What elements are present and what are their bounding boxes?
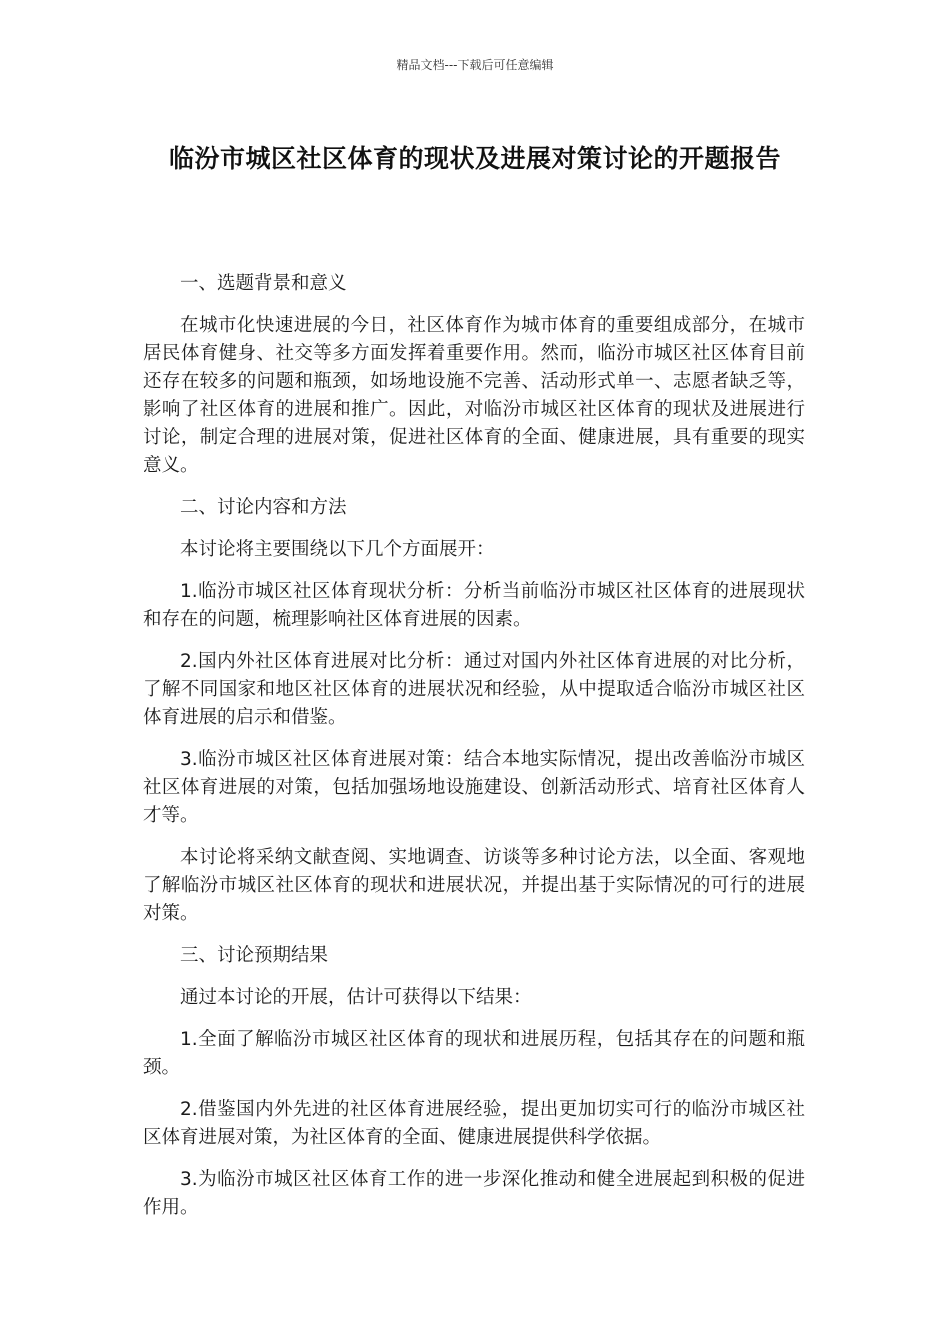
paragraph-results-intro: 通过本讨论的开展，估计可获得以下结果： (180, 987, 532, 1008)
section-heading-2: 二、讨论内容和方法 (180, 497, 347, 518)
paragraph-intro: 本讨论将主要围绕以下几个方面展开： (180, 539, 495, 560)
document-body (143, 270, 805, 1236)
section-heading-1: 一、选题背景和意义 (180, 273, 347, 294)
document-title: 临汾市城区社区体育的现状及进展对策讨论的开题报告 (168, 144, 781, 173)
result-item-3: 3.为临汾市城区社区体育工作的进一步深化推动和健全进展起到积极的促进作用。 (143, 1169, 805, 1218)
list-item-3: 3.临汾市城区社区体育进展对策：结合本地实际情况，提出改善临汾市城区社区体育进展的对策，包括加强场地设施建设、创新活动形式、培育社区体育人才等。 (143, 749, 805, 826)
result-item-2: 2.借鉴国内外先进的社区体育进展经验，提出更加切实可行的临汾市城区社区体育进展对策，为社区体育的全面、健康进展提供科学依据。 (143, 1099, 805, 1148)
result-item-1: 1.全面了解临汾市城区社区体育的现状和进展历程，包括其存在的问题和瓶颈。 (143, 1029, 805, 1078)
header-note: 精品文档---下载后可任意编辑 (396, 58, 554, 72)
paragraph-background: 在城市化快速进展的今日，社区体育作为城市体育的重要组成部分，在城市居民体育健身、社交等多方面发挥着重要作用。然而，临汾市城区社区体育目前还存在较多的问题和瓶颈，如场地设施不完善、活动形式单一、志愿者缺乏等，影响了社区体育的进展和推广。因此，对临汾市城区社区体育的现状及进展进行讨论，制定合理的进展对策，促进社区体育的全面、健康进展，具有重要的现实意义。 (143, 315, 805, 476)
paragraph-methods: 本讨论将采纳文献查阅、实地调查、访谈等多种讨论方法，以全面、客观地了解临汾市城区社区体育的现状和进展状况，并提出基于实际情况的可行的进展对策。 (143, 847, 805, 924)
list-item-1: 1.临汾市城区社区体育现状分析：分析当前临汾市城区社区体育的进展现状和存在的问题，梳理影响社区体育进展的因素。 (143, 581, 805, 630)
list-item-2: 2.国内外社区体育进展对比分析：通过对国内外社区体育进展的对比分析，了解不同国家和地区社区体育的进展状况和经验，从中提取适合临汾市城区社区体育进展的启示和借鉴。 (143, 651, 805, 728)
section-heading-3: 三、讨论预期结果 (180, 945, 329, 966)
